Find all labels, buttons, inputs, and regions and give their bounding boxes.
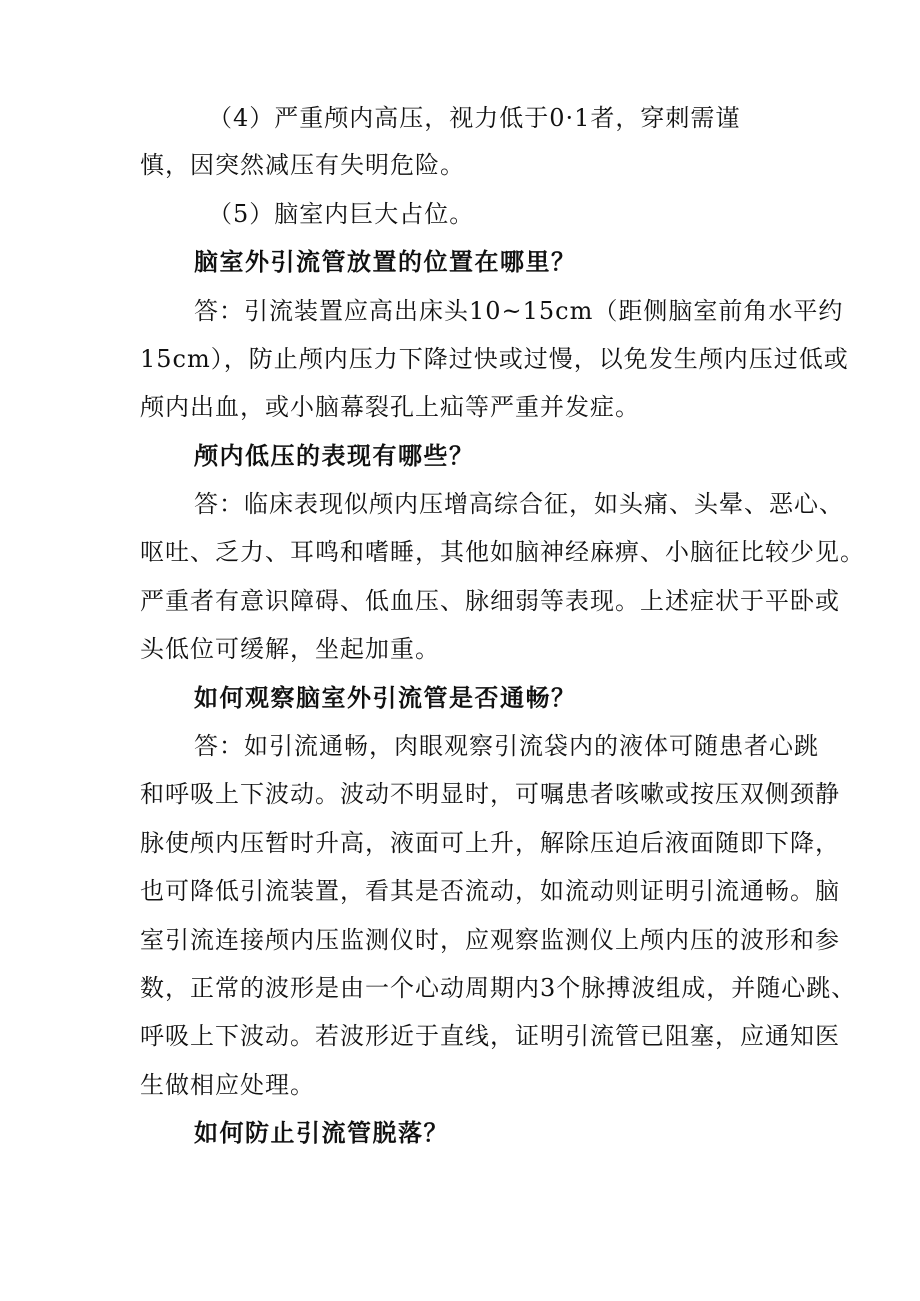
question-heading: 如何防止引流管脱落？ xyxy=(194,1119,449,1147)
text-line: （5）脑室内巨大占位。 xyxy=(208,200,475,228)
answer-line: 脉使颅内压暂时升高，液面可上升，解除压迫后液面随即下降， xyxy=(140,829,840,857)
question-heading: 脑室外引流管放置的位置在哪里？ xyxy=(194,248,577,276)
answer-line: 生做相应处理。 xyxy=(140,1071,315,1099)
answer-line: 头低位可缓解，坐起加重。 xyxy=(140,635,440,663)
answer-line: 呕吐、乏力、耳鸣和嗜睡，其他如脑神经麻痹、小脑征比较少见。 xyxy=(140,538,865,566)
answer-line: 数，正常的波形是由一个心动周期内3个脉搏波组成，并随心跳、 xyxy=(140,974,857,1002)
answer-line: 也可降低引流装置，看其是否流动，如流动则证明引流通畅。脑 xyxy=(140,877,840,905)
question-heading: 颅内低压的表现有哪些？ xyxy=(194,442,475,470)
answer-line: 严重者有意识障碍、低血压、脉细弱等表现。上述症状于平卧或 xyxy=(140,587,840,615)
answer-line: 15cm），防止颅内压力下降过快或过慢，以免发生颅内压过低或 xyxy=(140,345,849,373)
answer-line: 答：如引流通畅，肉眼观察引流袋内的液体可随患者心跳 xyxy=(194,732,819,760)
answer-line: 答：临床表现似颅内压增高综合征，如头痛、头晕、恶心、 xyxy=(194,490,844,518)
answer-line: 和呼吸上下波动。波动不明显时，可嘱患者咳嗽或按压双侧颈静 xyxy=(140,780,840,808)
text-line: （4）严重颅内高压，视力低于0·1者，穿刺需谨 xyxy=(208,104,741,132)
answer-line: 室引流连接颅内压监测仪时，应观察监测仪上颅内压的波形和参 xyxy=(140,926,840,954)
text-line: 慎，因突然减压有失明危险。 xyxy=(140,151,465,179)
answer-line: 颅内出血，或小脑幕裂孔上疝等严重并发症。 xyxy=(140,393,640,421)
question-heading: 如何观察脑室外引流管是否通畅？ xyxy=(194,684,577,712)
answer-line: 呼吸上下波动。若波形近于直线，证明引流管已阻塞，应通知医 xyxy=(140,1022,840,1050)
answer-line: 答：引流装置应高出床头10~15cm（距侧脑室前角水平约 xyxy=(194,297,844,325)
